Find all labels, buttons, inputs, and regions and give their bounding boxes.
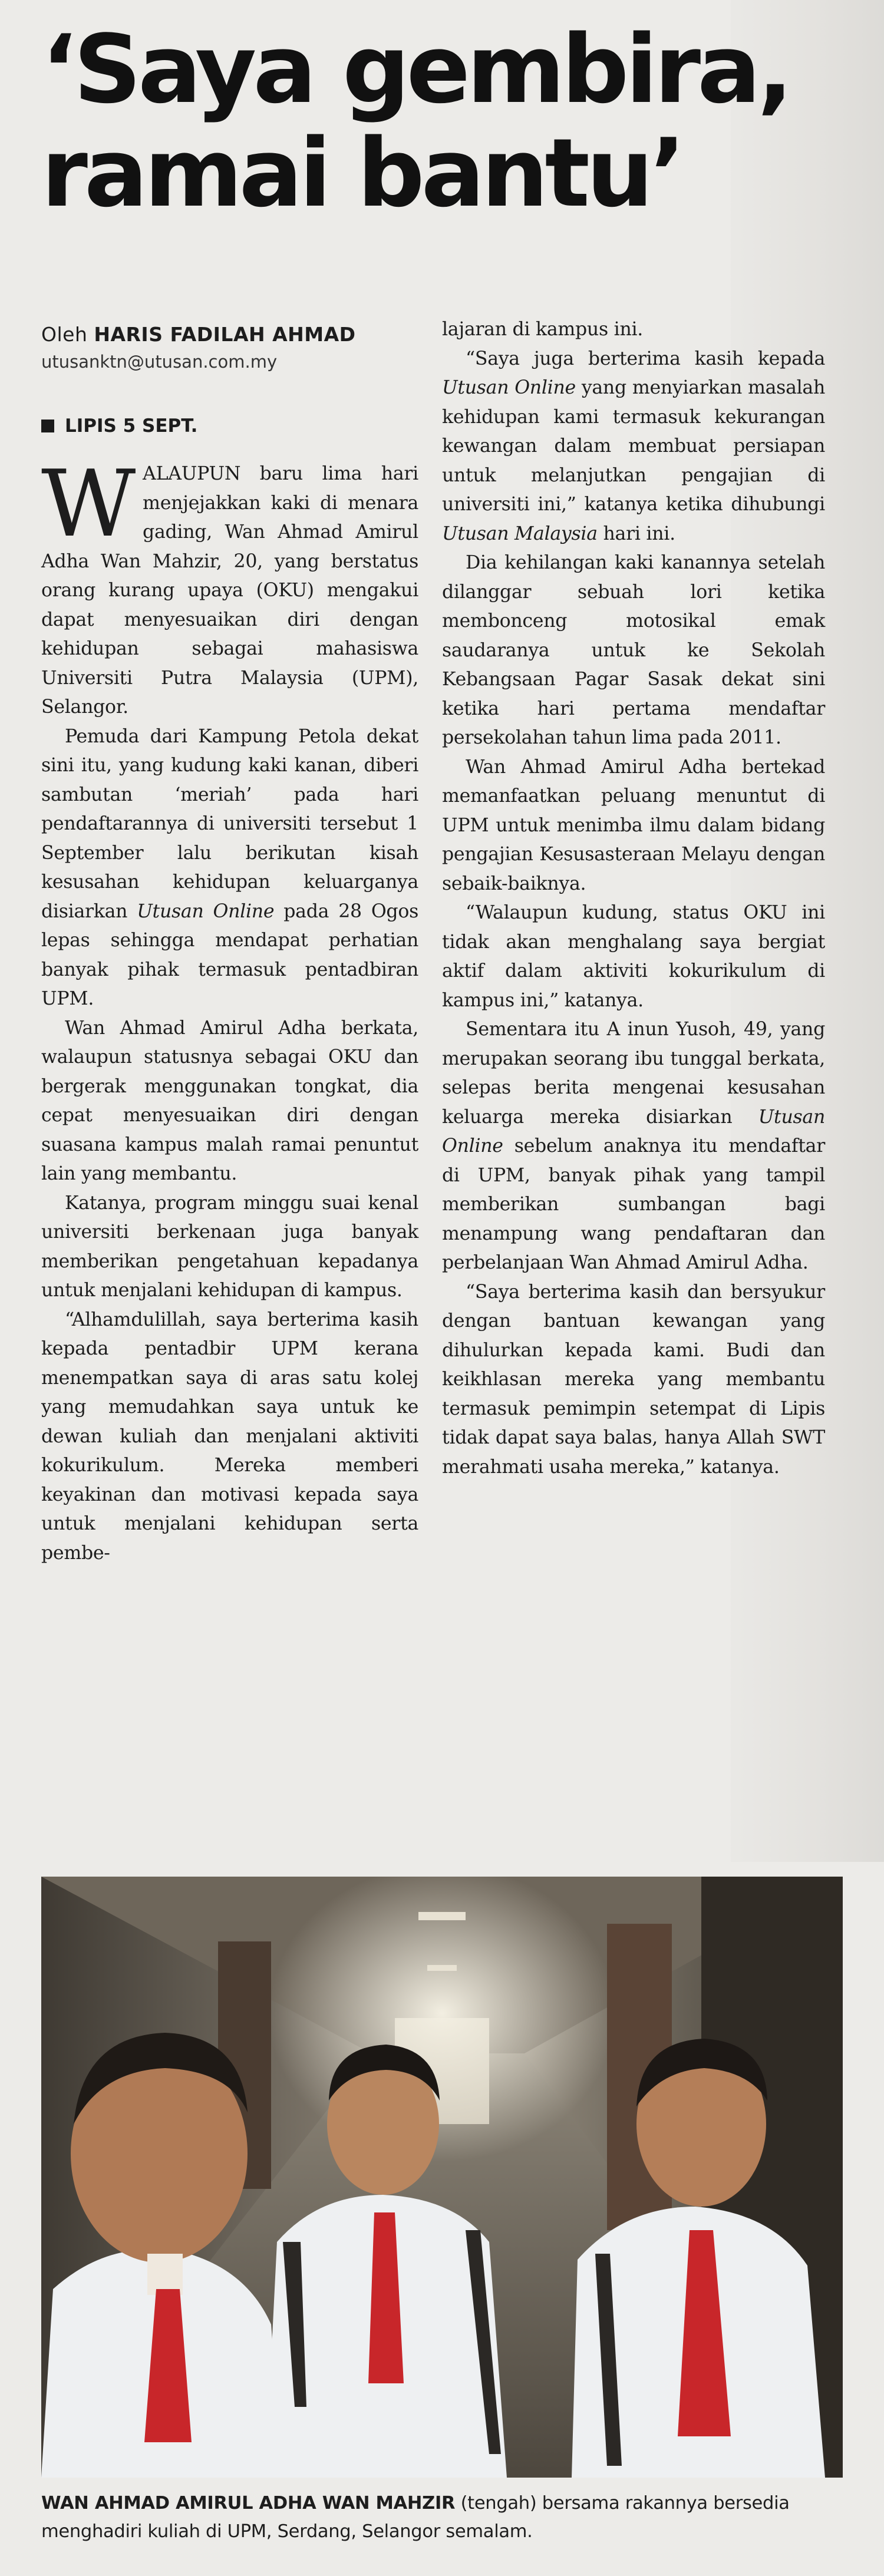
caption-text: (tengah) bersama rakannya bersedia menghadiri kuliah di UPM, Serdang, Selangor semalam. <box>41 2493 790 2542</box>
paragraph: “Alhamdulillah, saya berterima kasih kepada pentadbir UPM kerana menempatkan saya di aras satu kolej yang memudahkan saya untuk ke dewan kuliah dan menjalani aktiviti kokurikulum. Mereka memberi keyakinan dan motivasi kepada saya untuk menjalani kehidupan serta pembe- <box>41 1309 418 1564</box>
paragraph: “Walaupun kudung, status OKU ini tidak akan menghalang saya bergiat aktif dalam aktiviti kokurikulum di kampus ini,” katanya. <box>442 902 825 1011</box>
drop-cap: W <box>41 450 136 557</box>
paragraph: Pemuda dari Kampung Petola dekat sini itu, yang kudung kaki kanan, diberi sambutan ‘meriah’ pada hari pendaftarannya di universiti tersebut 1 September lalu berikutan kisah kesusahan kehidupan keluarganya disiarkan Utusan Online pada 28 Ogos lepas sehingga mendapat perhatian banyak pihak termasuk pentadbiran UPM. <box>41 725 418 1009</box>
paragraph: Sementara itu A inun Yusoh, 49, yang merupakan seorang ibu tunggal berkata, selepas berita mengenai kesusahan keluarga mereka disiarkan Utusan Online sebelum anaknya itu mendaftar di UPM, banyak pihak yang tampil memberikan sumbangan bagi menampung wang pendaftaran dan perbelanjaan Wan Ahmad Amirul Adha. <box>442 1019 825 1273</box>
dateline-square-icon <box>41 420 54 432</box>
paragraph: lajaran di kampus ini. <box>442 319 644 340</box>
headline-line-2: ramai bantu’ <box>41 118 682 228</box>
paragraph: Dia kehilangan kaki kanannya setelah dilanggar sebuah lori ketika membonceng motosikal emak saudaranya untuk ke Sekolah Kebangsaan Pagar Sasak dekat sini ketika hari pertama mendaftar persekolahan tahun lima pada 2011. <box>442 552 825 748</box>
author-email: utusanktn@utusan.com.my <box>41 352 278 372</box>
paragraph: “Saya berterima kasih dan bersyukur dengan bantuan kewangan yang dihulurkan kepada kami. Budi dan keikhlasan mereka yang membantu termasuk pemimpin setempat di Lipis tidak dapat saya balas, hanya Allah SWT merahmati usaha mereka,” katanya. <box>442 1281 825 1478</box>
paragraph: Katanya, program minggu suai kenal universiti berkenaan juga banyak memberikan pengetahuan kepadanya untuk menjalani kehidupan di kampus. <box>41 1192 418 1301</box>
headline <box>41 14 860 228</box>
dateline <box>41 415 418 437</box>
corridor-photo-illustration <box>41 1877 843 2478</box>
photo-caption <box>41 2489 855 2546</box>
headline-line-1: ‘Saya gembira, <box>41 14 790 124</box>
author-name: HARIS FADILAH AHMAD <box>94 323 356 346</box>
article-column-2 <box>442 315 825 1482</box>
paragraph: WALAUPUN baru lima hari menjejakkan kaki di menara gading, Wan Ahmad Amirul Adha Wan Mahzir, 20, yang berstatus orang kurang upaya (OKU) mengakui dapat menyesuaikan diri dengan kehidupan sebagai mahasiswa Universiti Putra Malaysia (UPM), Selangor. <box>41 450 418 718</box>
caption-name: WAN AHMAD AMIRUL ADHA WAN MAHZIR <box>41 2493 456 2514</box>
paragraph: Wan Ahmad Amirul Adha bertekad memanfaatkan peluang menuntut di UPM untuk menimba ilmu dalam bidang pengajian Kesusasteraan Melayu dengan sebaik-baiknya. <box>442 756 825 894</box>
news-photo <box>41 1877 843 2478</box>
paragraph: “Saya juga berterima kasih kepada Utusan Online yang menyiarkan masalah kehidupan kami termasuk kekurangan kewangan dalam membuat persiapan untuk melanjutkan pengajian di universiti ini,” katanya ketika dihubungi Utusan Malaysia hari ini. <box>442 348 825 544</box>
byline-author <box>41 323 418 346</box>
byline-prefix: Oleh <box>41 323 94 346</box>
article-column-1 <box>41 450 418 1568</box>
dateline-text: LIPIS 5 SEPT. <box>65 415 198 437</box>
paragraph: Wan Ahmad Amirul Adha berkata, walaupun statusnya sebagai OKU dan bergerak menggunakan tongkat, dia cepat menyesuaikan diri dengan suasana kampus malah ramai penuntut lain yang membantu. <box>41 1017 418 1184</box>
byline <box>41 323 418 372</box>
